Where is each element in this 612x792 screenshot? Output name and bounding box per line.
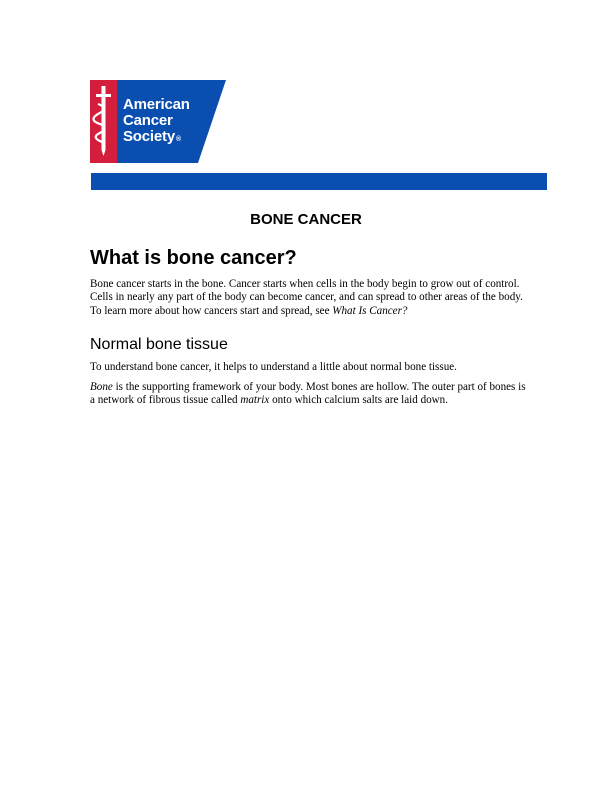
paragraph-bone-definition xyxy=(90,381,530,408)
intro-text: Bone cancer starts in the bone. Cancer starts when cells in the body begin to grow out of control. Cells in nearly any part of the body can become cancer, and can spread to other areas of the body. To learn more about how cancers start and spread, see xyxy=(90,278,523,317)
term-matrix: matrix xyxy=(240,394,270,407)
logo-wordmark xyxy=(123,97,190,145)
intro-paragraph xyxy=(90,278,530,318)
document-title: BONE CANCER xyxy=(250,211,362,228)
registered-mark: ® xyxy=(175,136,181,143)
subheading-normal-bone-tissue: Normal bone tissue xyxy=(90,335,228,353)
logo-line-cancer: Cancer xyxy=(123,112,173,129)
term-bone: Bone xyxy=(90,381,113,394)
header-blue-bar xyxy=(91,173,547,190)
document-body xyxy=(90,246,530,415)
logo-society-text: Society xyxy=(123,128,175,145)
american-cancer-society-logo xyxy=(90,80,226,163)
paragraph-understand: To understand bone cancer, it helps to understand a little about normal bone tissue. xyxy=(90,360,457,373)
logo-line-society xyxy=(123,129,190,145)
bone-definition-text-b: onto which calcium salts are laid down. xyxy=(269,394,448,407)
logo-line-american: American xyxy=(123,96,190,113)
main-heading: What is bone cancer? xyxy=(90,247,297,269)
what-is-cancer-link[interactable]: What Is Cancer? xyxy=(332,304,408,317)
bone-definition-text-a: is the supporting framework of your body. Most bones are hollow. The outer part of bones is a network of fibrous tissue called xyxy=(90,381,526,407)
